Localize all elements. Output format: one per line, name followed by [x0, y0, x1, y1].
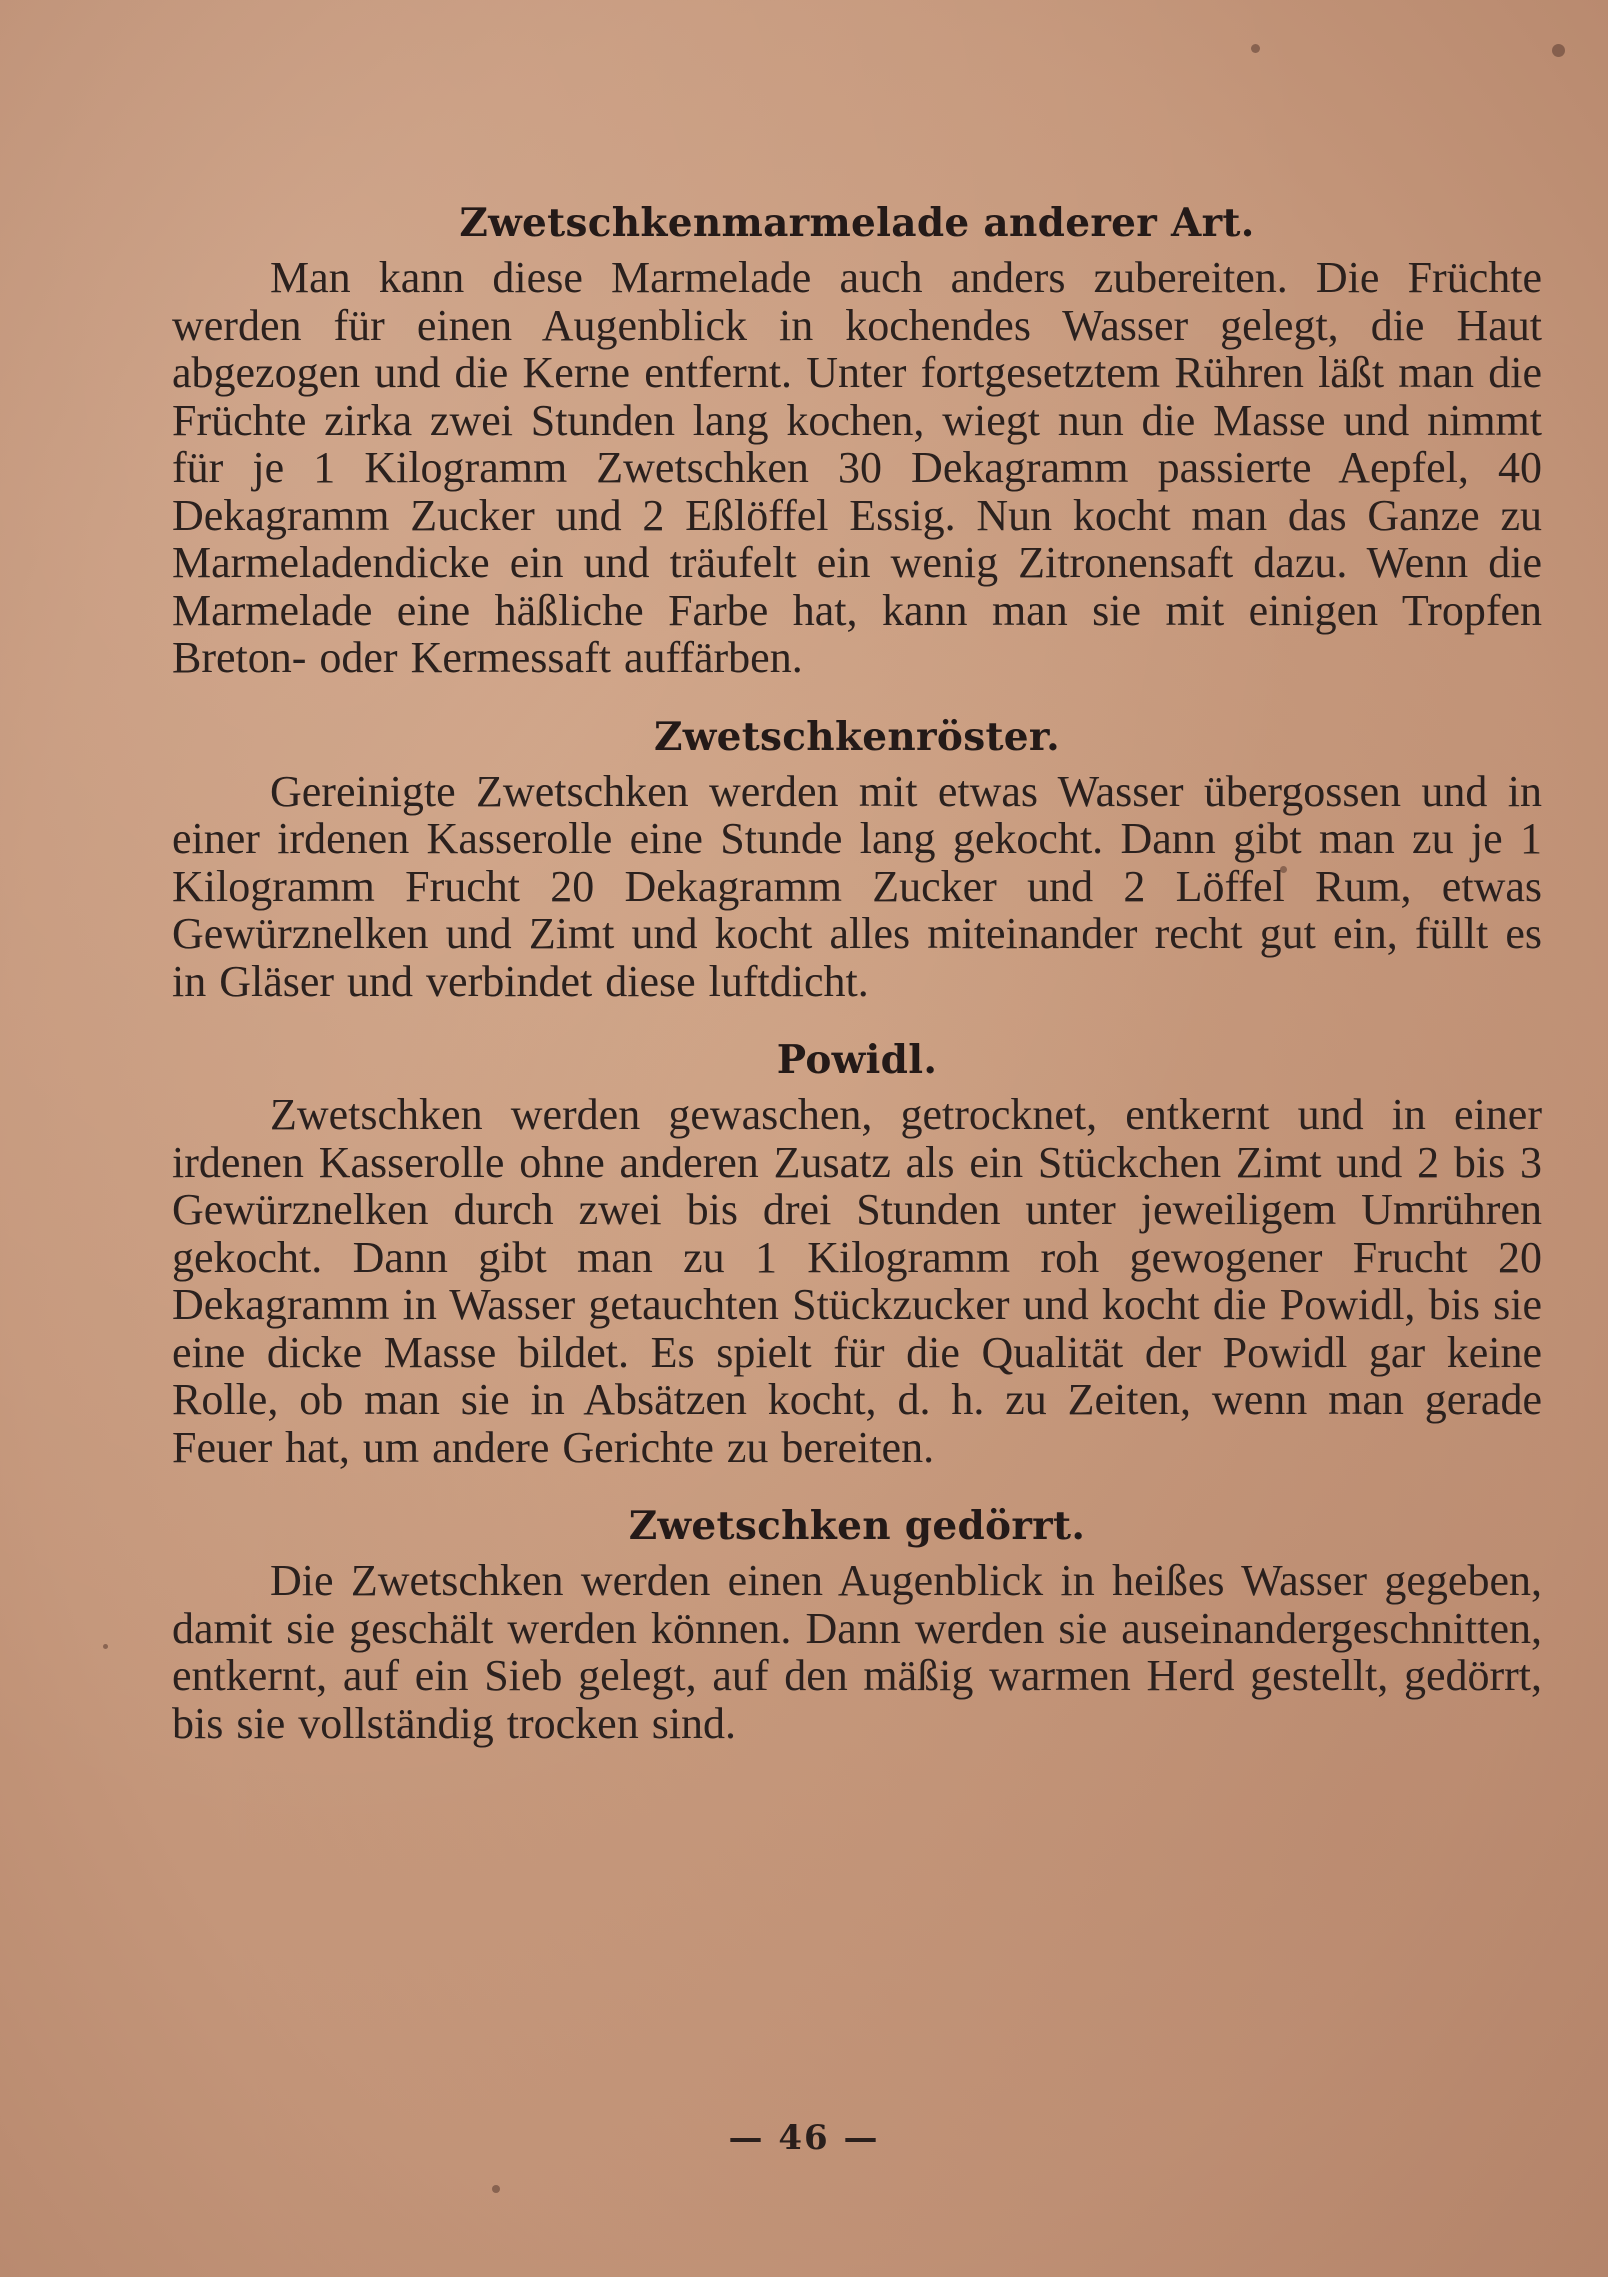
paper-speck: [492, 2185, 500, 2193]
recipe-section: [172, 1033, 1542, 1471]
section-heading: Zwetschken gedörrt.: [628, 1503, 1086, 1549]
section-heading: Zwetschkenmarmelade anderer Art.: [459, 200, 1255, 246]
recipe-section: [172, 710, 1542, 1006]
recipe-section: [172, 1499, 1542, 1747]
section-body: Man kann diese Marmelade auch anders zubereiten. Die Früchte werden für einen Augenblick in kochendes Wasser gelegt, die Haut abgezogen und die Kerne entfernt. Unter fortgesetztem Rühren läßt man die Früchte zirka zwei Stunden lang kochen, wiegt nun die Masse und nimmt für je 1 Kilogramm Zwetschken 30 Dekagramm passierte Aepfel, 40 Dekagramm Zucker und 2 Eßlöffel Essig. Nun kocht man das Ganze zu Marmeladendicke ein und träufelt ein wenig Zitronensaft dazu. Wenn die Marmelade eine häßliche Farbe hat, kann man sie mit einigen Tropfen Breton- oder Kermessaft auffärben.: [172, 253, 1542, 682]
section-heading: Zwetschkenröster.: [653, 713, 1061, 760]
text-column: [172, 196, 1542, 1747]
paper-speck: [103, 1644, 108, 1649]
section-body: Die Zwetschken werden einen Augenblick in heißes Wasser gegeben, damit sie geschält werden können. Dann werden sie auseinandergeschnitten, entkernt, auf ein Sieb gelegt, auf den mäßig warmen Herd gestellt, gedörrt, bis sie vollständig trocken sind.: [172, 1556, 1542, 1748]
paper-speck: [1552, 44, 1565, 57]
section-body: Zwetschken werden gewaschen, getrocknet, entkernt und in einer irdenen Kasserolle ohne anderen Zusatz als ein Stückchen Zimt und 2 bis 3 Gewürznelken durch zwei bis drei Stunden unter jeweiligem Umrühren gekocht. Dann gibt man zu 1 Kilogramm roh gewogener Frucht 20 Dekagramm in Wasser getauchten Stückzucker und kocht die Powidl, bis sie eine dicke Masse bildet. Es spielt für die Qualität der Powidl gar keine Rolle, ob man sie in Absätzen kocht, d. h. zu Zeiten, wenn man gerade Feuer hat, um andere Gerichte zu bereiten.: [172, 1090, 1542, 1472]
section-body: Gereinigte Zwetschken werden mit etwas Wasser übergossen und in einer irdenen Kasserolle eine Stunde lang gekocht. Dann gibt man zu je 1 Kilogramm Frucht 20 Dekagramm Zucker und 2 Löffel Rum, etwas Gewürznelken und Zimt und kocht alles miteinander recht gut ein, füllt es in Gläser und verbindet diese luftdicht.: [172, 766, 1542, 1006]
page-number: — 46 —: [728, 2118, 880, 2158]
recipe-section: [172, 196, 1542, 682]
section-heading: Powidl.: [776, 1037, 938, 1083]
paper-speck: [1251, 44, 1260, 53]
